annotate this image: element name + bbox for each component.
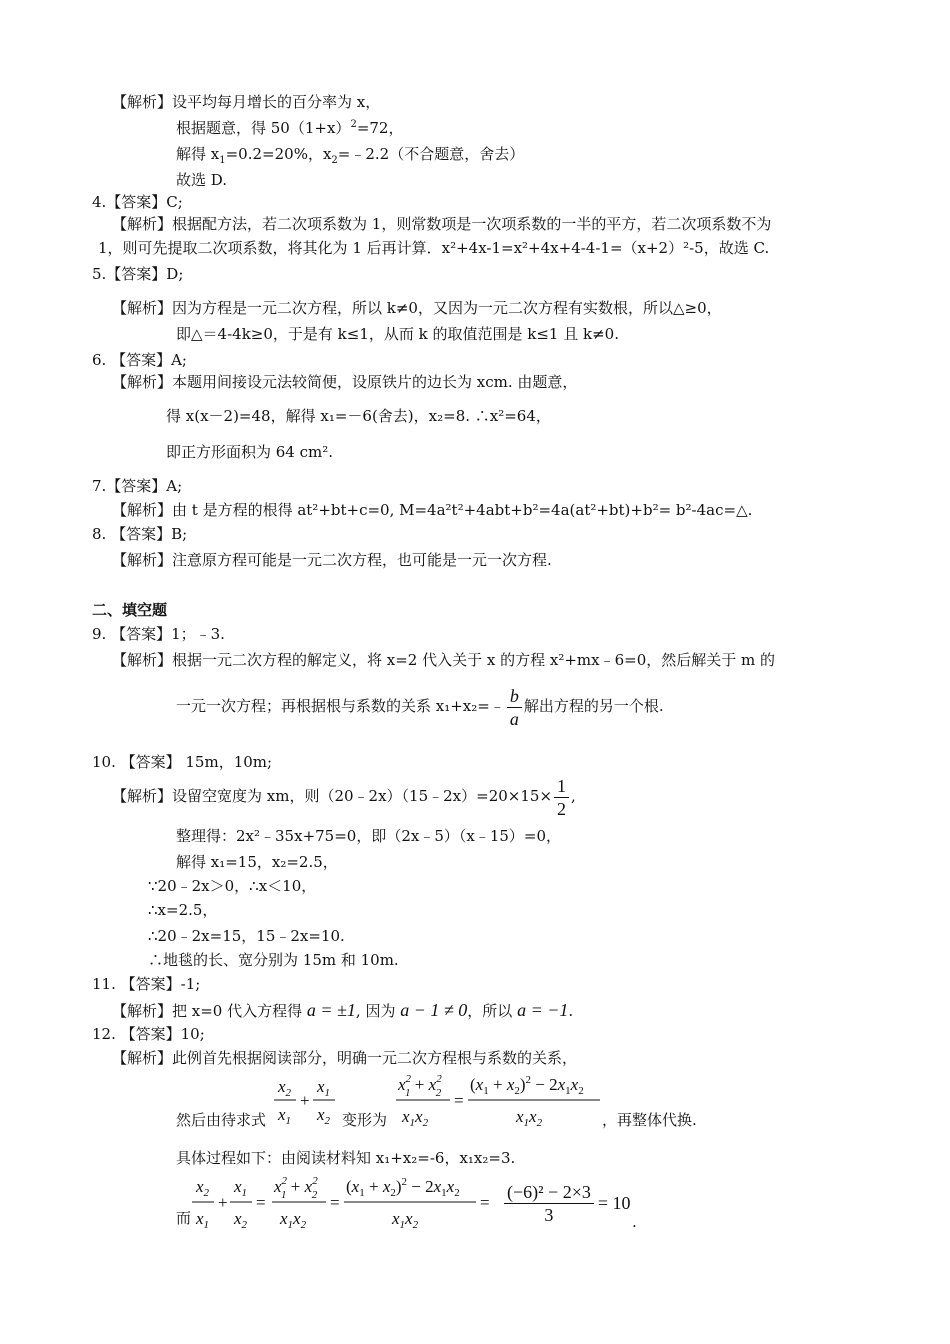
q12-line2-text-c: ，再整体代换. xyxy=(602,1111,697,1129)
svg-text:=: = xyxy=(454,1091,464,1110)
q10-answer: 10. 【答案】 15m，10m; xyxy=(92,753,273,771)
q10-analysis-line2: 整理得：2x²﹣35x+75=0，即（2x﹣5）（x﹣15）=0， xyxy=(176,827,562,845)
svg-text:(x1 + x2)2 − 2x1x2: $(x_1 + x_2)^2 - 2x_1x_2$ xyxy=(346,1176,460,1199)
q10-analysis-line1: 【解析】设留空宽度为 xm，则（20﹣2x）（15﹣2x）=20×15× $\frac{1}{2}$ , xyxy=(112,775,576,819)
fraction-b-over-a: $\frac{b}{a}$ xyxy=(507,685,522,730)
svg-text:x1: $x_1$ xyxy=(278,1105,292,1127)
svg-text:x21 + x22: $x^2$ $1 + x^2$ 2 xyxy=(398,1073,442,1099)
svg-text:=: = xyxy=(330,1193,340,1212)
math-a-pm1: a = ±1 xyxy=(306,1000,356,1020)
svg-text:x1x2: $x_1x_2$ xyxy=(516,1107,543,1129)
math-a-minus-1-neq-0: a − 1 ≠ 0 xyxy=(400,1000,468,1020)
svg-text:x1x2: $x_1x_2$ xyxy=(402,1107,429,1129)
svg-text:=: = xyxy=(256,1193,266,1212)
expr-x2-over-x1-plus-x1-over-x2 xyxy=(270,1068,340,1130)
q10-analysis-line3: 解得 x₁=15，x₂=2.5， xyxy=(176,853,338,871)
svg-text:x1x2: $x_1x_2$ xyxy=(392,1209,419,1231)
q10-analysis-line4: ∵20﹣2x＞0，∴x＜10， xyxy=(148,877,317,895)
expr-sum-of-squares-form xyxy=(394,1068,604,1130)
q4-analysis-line1: 【解析】根据配方法，若二次项系数为 1，则常数项是一次项系数的一半的平方，若二次项系数不为 xyxy=(112,215,772,233)
q12-line4-text-a: 而 xyxy=(176,1209,192,1227)
q4-answer: 4.【答案】C; xyxy=(92,193,183,211)
section-heading-fill-in: 二、填空题 xyxy=(92,601,168,619)
q9-analysis-line1: 【解析】根据一元二次方程的解定义，将 x=2 代入关于 x 的方程 x²+mx﹣6=0，然后解关于 m 的 xyxy=(112,651,776,669)
q8-analysis-line1: 【解析】注意原方程可能是一元二次方程，也可能是一元一次方程. xyxy=(112,551,552,569)
q8-answer: 8. 【答案】B; xyxy=(92,525,188,543)
q5-answer: 5.【答案】D; xyxy=(92,265,184,283)
q7-analysis-line1: 【解析】由 t 是方程的根得 at²+bt+c=0, M=4a²t²+4abt+b²=4a(at²+bt)+b²= b²-4ac=△. xyxy=(112,501,753,519)
math-a-eq-minus-1: a = −1 xyxy=(517,1000,569,1020)
q4-analysis-line2: 1，则可先提取二次项系数，将其化为 1 后再计算．x²+4x-1=x²+4x+4-4-1=（x+2）²-5，故选 C. xyxy=(98,239,770,257)
svg-text:+: + xyxy=(218,1193,228,1212)
q5-analysis-line2: 即△＝4-4k≥0，于是有 k≤1，从而 k 的取值范围是 k≤1 且 k≠0. xyxy=(176,325,619,343)
svg-text:=: = xyxy=(480,1193,490,1212)
svg-text:x1x2: $x_1x_2$ xyxy=(280,1209,307,1231)
svg-text:+: + xyxy=(300,1091,310,1110)
q3-analysis-line4: 故选 D. xyxy=(176,171,228,189)
final-result: = 10 xyxy=(597,1192,631,1213)
q11-answer: 11. 【答案】-1; xyxy=(92,975,201,993)
q10-analysis-line6: ∴20﹣2x=15，15﹣2x=10. xyxy=(148,927,345,945)
svg-text:x2: $x_2$ xyxy=(278,1077,292,1099)
svg-text:x2: $x_2$ xyxy=(196,1177,210,1199)
q6-analysis-line3: 即正方形面积为 64 cm². xyxy=(166,443,334,461)
svg-text:x2: $x_2$ xyxy=(234,1209,248,1231)
svg-text:x1: $x_1$ xyxy=(234,1177,248,1199)
q9-analysis-line2: 一元一次方程；再根据根与系数的关系 x₁+x₂=﹣ $\frac{b}{a}$ 解出方程的另一个根. xyxy=(176,685,664,729)
q3-analysis-line3: 解得 $x_1=0.2=20\%$，$x_2=﹣2.2$（不合题意，舍去） xyxy=(176,145,525,166)
svg-text:x1: $x_1$ xyxy=(196,1209,210,1231)
q12-answer: 12. 【答案】10; xyxy=(92,1025,205,1043)
q10-analysis-line5: ∴x=2.5， xyxy=(148,901,218,919)
q6-analysis-line2: 得 x(x－2)=48，解得 x₁=－6(舍去)，x₂=8. ∴x²=64， xyxy=(166,407,551,425)
q12-line4-text-b: . xyxy=(632,1213,637,1231)
q6-answer: 6. 【答案】A; xyxy=(92,351,187,369)
q12-line2-text-a: 然后由待求式 xyxy=(176,1111,267,1129)
expr-final-numeric xyxy=(500,1170,631,1236)
fraction-one-half: $\frac{1}{2}$ xyxy=(554,775,569,820)
svg-text:x21 + x22: $x^2$ $1 + x^2$ 2 xyxy=(274,1175,318,1201)
q5-analysis-line1: 【解析】因为方程是一元二次方程，所以 k≠0，又因为一元二次方程有实数根，所以△≥0， xyxy=(112,299,722,317)
q12-analysis-line1: 【解析】此例首先根据阅读部分，明确一元二次方程根与系数的关系， xyxy=(112,1049,578,1067)
final-denominator: 3 xyxy=(544,1204,554,1225)
q7-answer: 7.【答案】A; xyxy=(92,477,183,495)
q12-line2-text-b: 变形为 xyxy=(342,1111,388,1129)
q6-analysis-line1: 【解析】本题用间接设元法较简便，设原铁片的边长为 xcm. 由题意， xyxy=(112,373,578,391)
svg-text:x1: $x_1$ xyxy=(317,1077,331,1099)
q11-analysis-line1: 【解析】把 x=0 代入方程得 a = ±1, 因为 a − 1 ≠ 0，所以 a = −1. xyxy=(112,1000,574,1020)
q9-answer: 9. 【答案】1；﹣3. xyxy=(92,625,225,643)
final-numerator: (−6)² − 2×3 xyxy=(504,1181,594,1204)
q10-analysis-line7: ∴地毯的长、宽分别为 15m 和 10m. xyxy=(148,951,399,969)
svg-text:(x1 + x2)2 − 2x1x2: $(x_1 + x_2)^2 - 2x_1x_2$ xyxy=(470,1074,584,1097)
q12-analysis-line3: 具体过程如下：由阅读材料知 x₁+x₂=-6，x₁x₂=3. xyxy=(176,1149,516,1167)
q3-analysis-line1: 【解析】设平均每月增长的百分率为 x， xyxy=(112,93,381,111)
q3-analysis-line2: 根据题意，得 $50(1+x)^2=72$， xyxy=(176,119,404,137)
svg-text:x2: $x_2$ xyxy=(317,1105,331,1127)
